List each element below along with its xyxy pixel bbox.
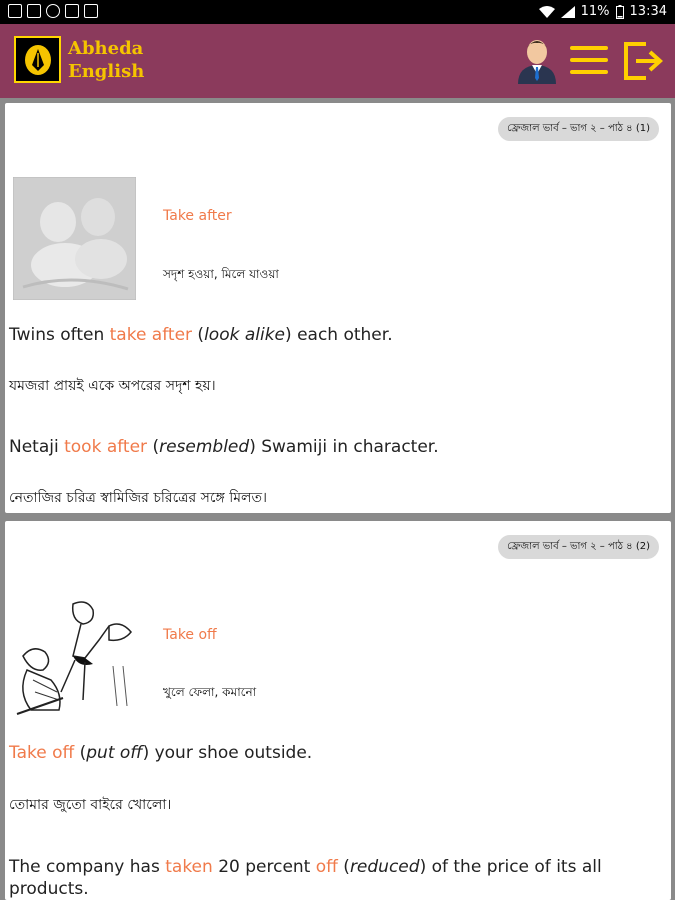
shoe-removal-illustration: [13, 596, 136, 719]
notification-icon: [8, 4, 22, 18]
app-name-line1: Abheda: [68, 38, 144, 59]
example-translation: তোমার জুতো বাইরে খোলো।: [9, 797, 172, 813]
battery-icon: [616, 5, 624, 19]
app-bar: [0, 24, 675, 98]
example-sentence: Take off (put off) your shoe outside.: [9, 743, 313, 763]
example-sentence: Twins often take after (look alike) each other.: [9, 325, 393, 345]
app-name: [68, 37, 144, 83]
example-sentence: The company has taken 20 percent off (reduced) of the price of its all products.: [9, 857, 602, 899]
status-bar: [0, 0, 675, 24]
lesson-card: [5, 103, 671, 513]
battery-level: 11%: [580, 4, 610, 19]
phrase-title: Take off: [163, 627, 217, 643]
twins-illustration: [13, 177, 136, 300]
example-translation: যমজরা প্রায়ই একে অপরের সদৃশ হয়।: [9, 378, 216, 394]
example-sentence: Netaji took after (resembled) Swamiji in character.: [9, 437, 439, 457]
wifi-icon: [539, 6, 555, 18]
lesson-badge: ফ্রেজাল ভার্ব – ভাগ ২ – পাঠ ৪ (2): [498, 535, 659, 559]
notification-icons: [8, 4, 98, 18]
app-name-line2: English: [68, 61, 145, 82]
logo[interactable]: [14, 36, 61, 83]
clock: 13:34: [629, 4, 667, 19]
notification-icon: [84, 4, 98, 18]
user-profile-icon[interactable]: [516, 38, 558, 88]
phrase-title: Take after: [163, 208, 232, 224]
pen-nib-icon: [23, 43, 53, 77]
phrase-meaning: খুলে ফেলা, কমানো: [163, 685, 257, 699]
example-translation: নেতাজির চরিত্র স্বামিজির চরিত্রের সঙ্গে মিলত।: [9, 490, 267, 506]
signal-icon: [561, 6, 575, 18]
phrase-meaning: সদৃশ হওয়া, মিলে যাওয়া: [163, 267, 279, 281]
notification-icon: [65, 4, 79, 18]
notification-icon: [46, 4, 60, 18]
logout-icon[interactable]: [622, 40, 664, 86]
lesson-card: [5, 521, 671, 900]
notification-icon: [27, 4, 41, 18]
menu-icon[interactable]: [570, 44, 608, 76]
lesson-badge: ফ্রেজাল ভার্ব – ভাগ ২ – পাঠ ৪ (1): [498, 117, 659, 141]
